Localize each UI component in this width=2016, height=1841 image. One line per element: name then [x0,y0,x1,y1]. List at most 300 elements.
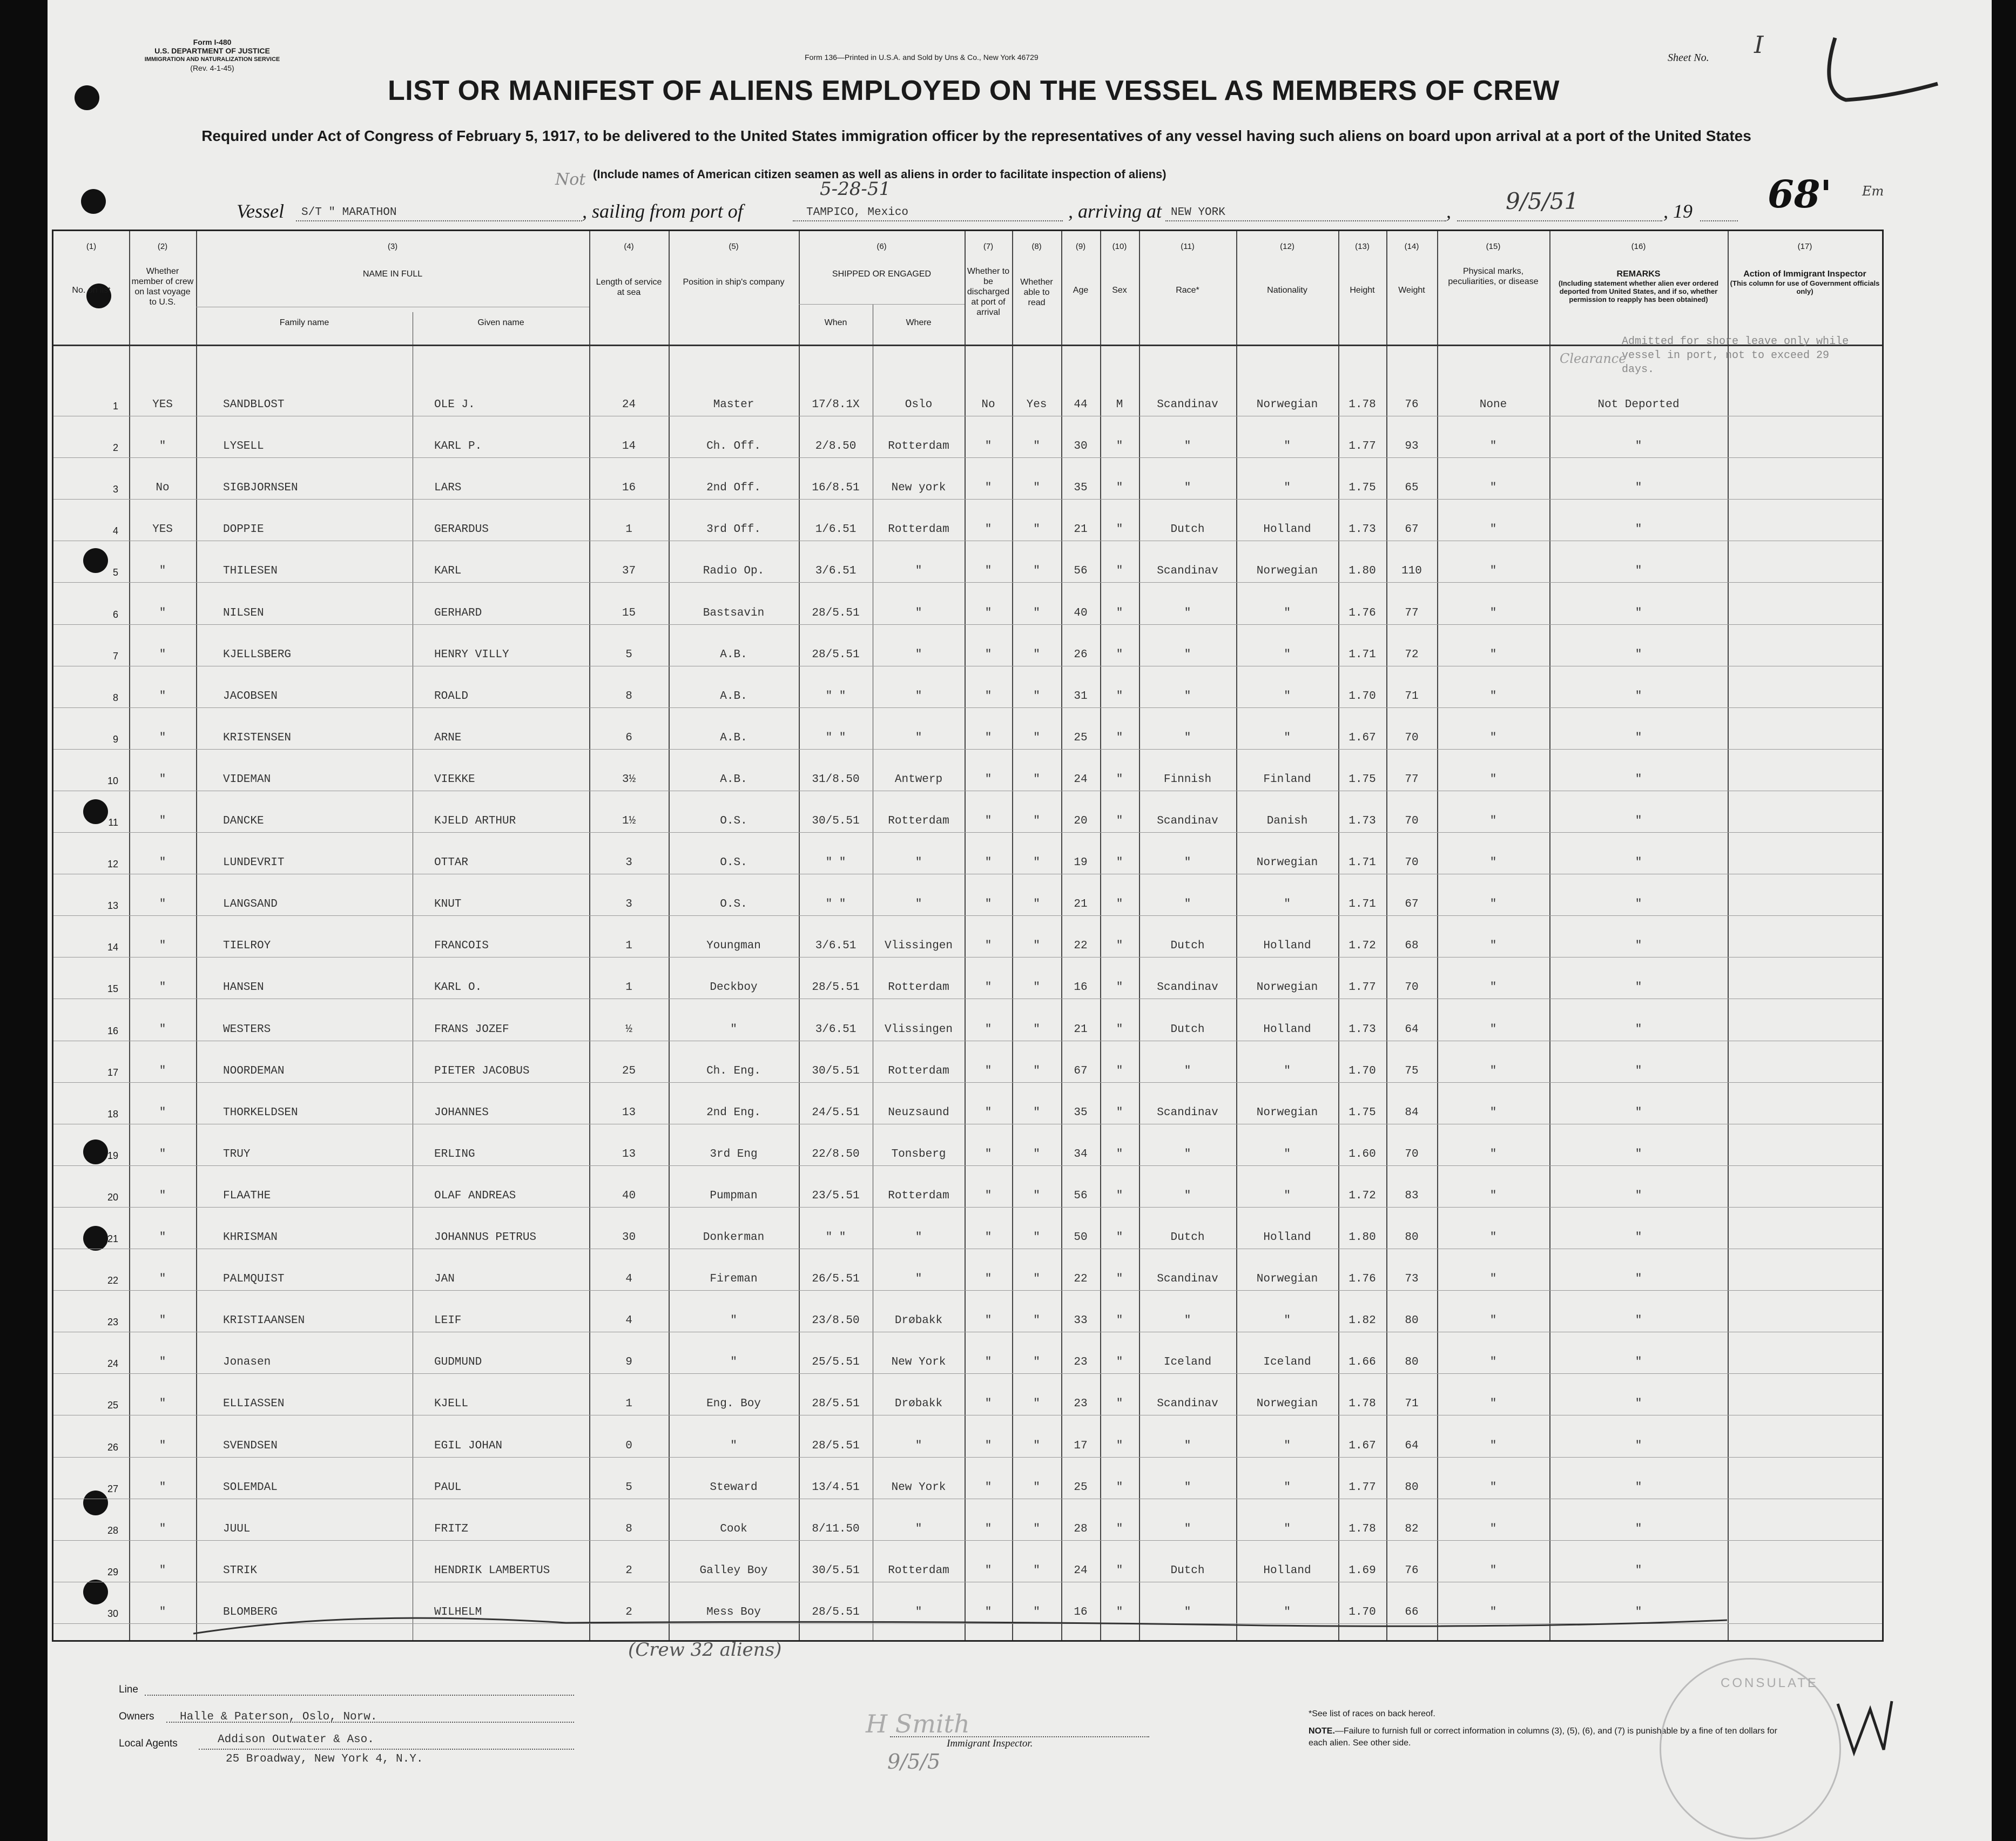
table-cell: " [985,857,992,869]
table-cell: KARL O. [434,981,482,994]
table-cell: KJELD ARTHUR [434,815,516,827]
stamp-text: CONSULATE [1721,1676,1818,1690]
column-header-detail: (Including statement whether alien ever ordered deported from United States, and if so, whether permission to reapply has been obtained) [1558,279,1719,304]
table-cell: Scandinav [1157,1398,1218,1411]
table-cell: 1.60 [1349,1148,1376,1161]
table-cell: 16 [622,482,636,495]
table-cell: 66 [1405,1606,1419,1619]
row-number: 22 [107,1275,118,1286]
table-cell: " [1635,815,1642,827]
table-cell: 71 [1405,690,1419,703]
arriving-port: NEW YORK [1171,206,1225,219]
column-subheader: Where [906,318,932,327]
table-cell: " [1033,1481,1040,1494]
table-cell: " [1184,690,1191,703]
table-cell: " [985,1106,992,1119]
table-cell: LARS [434,482,462,495]
table-cell: " [985,440,992,453]
table-cell: " [1033,690,1040,703]
table-cell: " [1033,1064,1040,1077]
table-cell: " [159,898,166,911]
row-number: 4 [112,525,118,537]
table-cell: DOPPIE [223,523,264,536]
table-cell: " [985,1564,992,1577]
table-cell: 1.75 [1349,1106,1376,1119]
column-number: (10) [1112,242,1127,251]
table-cell: 35 [1074,1106,1088,1119]
table-cell: " [985,1481,992,1494]
column-number: (3) [387,242,398,251]
table-cell: 26/5.51 [812,1273,860,1286]
table-cell: " [1284,1481,1291,1494]
table-cell: Scandinav [1157,981,1218,994]
table-cell: 1.76 [1349,606,1376,619]
line-field [145,1695,574,1696]
table-cell: 50 [1074,1231,1088,1244]
table-cell: " [915,690,922,703]
table-cell: Drøbakk [894,1398,943,1411]
table-cell: 0 [625,1439,632,1452]
table-cell: No [156,482,170,495]
table-cell: 19 [1074,857,1088,869]
table-cell: OLAF ANDREAS [434,1189,516,1202]
row-rule [53,582,1882,583]
table-cell: 80 [1405,1356,1419,1369]
table-cell: 30/5.51 [812,1564,860,1577]
table-cell: 3 [625,898,632,911]
table-cell: " [159,565,166,578]
table-cell: " [1284,606,1291,619]
row-number: 17 [107,1067,118,1078]
table-cell: " [1184,482,1191,495]
table-cell: " [159,1564,166,1577]
row-number: 26 [107,1441,118,1453]
year-prefix: , 19 [1663,200,1693,222]
table-cell: " " [825,731,846,744]
table-cell: Rotterdam [888,1564,949,1577]
table-cell: PIETER JACOBUS [434,1064,530,1077]
table-cell: Norwegian [1256,1273,1318,1286]
column-header: NAME IN FULL [362,269,423,279]
table-cell: Mess Boy [706,1606,761,1619]
table-cell: 67 [1405,523,1419,536]
table-cell: 23/8.50 [812,1314,860,1327]
table-cell: Donkerman [703,1231,765,1244]
table-cell: 5 [625,648,632,661]
table-cell: 73 [1405,1273,1419,1286]
row-rule [53,1540,1882,1541]
row-number: 30 [107,1608,118,1619]
table-cell: " [159,1398,166,1411]
table-cell: 1.70 [1349,690,1376,703]
table-cell: " [1033,1522,1040,1535]
table-cell: " [1033,731,1040,744]
table-cell: " [1116,773,1123,786]
table-cell: LYSELL [223,440,264,453]
sailing-from-label: , sailing from port of [582,200,743,222]
table-cell: " [985,1189,992,1202]
table-cell: 56 [1074,565,1088,578]
table-cell: A.B. [720,731,747,744]
row-rule [53,832,1882,833]
note-text: —Failure to furnish full or correct information in columns (3), (5), (6), and (7) is punishable by a fine of ten dollars for each alien. See other side. [1309,1727,1777,1748]
table-cell: " [1489,815,1497,827]
manifest-sheet [48,0,1992,1841]
table-cell: Dutch [1170,940,1205,953]
table-cell: " [1116,1064,1123,1077]
table-cell: " [985,1273,992,1286]
table-cell: " [1033,940,1040,953]
table-cell: " [1184,1522,1191,1535]
row-rule [53,915,1882,916]
sailing-port: TAMPICO, Mexico [806,206,909,219]
table-cell: " [1184,1314,1191,1327]
column-header: Race* [1176,286,1199,295]
table-cell: 1.72 [1349,1189,1376,1202]
table-cell: " [159,1314,166,1327]
table-cell: " [1489,898,1497,911]
table-cell: " [1184,440,1191,453]
table-cell: KRISTIAANSEN [223,1314,305,1327]
table-cell: ROALD [434,690,469,703]
table-cell: " [1116,1564,1123,1577]
table-cell: " [1635,1481,1642,1494]
table-cell: Galley Boy [699,1564,768,1577]
table-cell: " [985,1314,992,1327]
table-cell: " [1116,815,1123,827]
table-cell: Finnish [1163,773,1212,786]
table-cell: " [1635,440,1642,453]
table-cell: VIDEMAN [223,773,271,786]
table-cell: " [1489,440,1497,453]
table-cell: " " [825,1231,846,1244]
table-cell: KRISTENSEN [223,731,292,744]
table-cell: " [1116,1522,1123,1535]
table-cell: " [1489,1231,1497,1244]
table-cell: 25/5.51 [812,1356,860,1369]
row-rule [53,457,1882,458]
table-cell: 35 [1074,482,1088,495]
table-cell: " [1116,1439,1123,1452]
table-cell: Norwegian [1256,1106,1318,1119]
table-cell: " [1184,857,1191,869]
table-cell: 28/5.51 [812,606,860,619]
arriving-at-label: , arriving at [1068,200,1162,222]
column-header: Physical marks, peculiarities, or disease [1448,267,1539,286]
table-cell: " [1033,857,1040,869]
table-cell: " [985,648,992,661]
table-cell: 30/5.51 [812,815,860,827]
table-cell: Ch. Off. [706,440,761,453]
table-cell: " [985,1398,992,1411]
punch-hole [75,85,99,110]
table-cell: " [1489,1064,1497,1077]
column-header: SHIPPED OR ENGAGED [832,269,932,279]
table-cell: " [159,1064,166,1077]
table-cell: " [1184,1064,1191,1077]
table-cell: 75 [1405,1064,1419,1077]
table-cell: GERHARD [434,606,482,619]
stamp-number: 68' [1768,172,1832,217]
table-cell: 24 [1074,773,1088,786]
service: IMMIGRATION AND NATURALIZATION SERVICE [144,56,280,63]
table-cell: 2nd Off. [706,482,761,495]
row-number: 5 [112,567,118,578]
table-cell: 44 [1074,399,1088,411]
column-header: Sex [1112,286,1127,295]
table-cell: Rotterdam [888,1064,949,1077]
table-cell: 1.71 [1349,857,1376,869]
table-cell: 21 [1074,1023,1088,1036]
handwritten-mark [1813,32,1943,113]
table-cell: Steward [710,1481,758,1494]
table-cell: FLAATHE [223,1189,271,1202]
table-cell: " [1489,565,1497,578]
table-cell: 2nd Eng. [706,1106,761,1119]
race-note: *See list of races on back hereof. [1309,1709,1435,1718]
table-cell: " [1284,1148,1291,1161]
table-cell: " [1489,1398,1497,1411]
table-cell: " [1033,1148,1040,1161]
table-cell: " [159,1481,166,1494]
table-cell: " [159,690,166,703]
table-cell: " [1635,1106,1642,1119]
row-rule [53,1457,1882,1458]
table-cell: 37 [622,565,636,578]
row-rule [53,1207,1882,1208]
table-cell: " [1284,690,1291,703]
table-cell: " [1116,1356,1123,1369]
table-cell: Radio Op. [703,565,765,578]
table-cell: A.B. [720,690,747,703]
table-cell: JAN [434,1273,455,1286]
table-cell: " [1184,898,1191,911]
date-line [1457,220,1662,221]
column-number: (12) [1280,242,1294,251]
column-header: Nationality [1267,286,1307,295]
table-cell: " [159,857,166,869]
table-cell: " [1033,523,1040,536]
arriving-line [1165,220,1446,221]
comma: , [1446,200,1451,222]
table-cell: 3/6.51 [815,1023,857,1036]
table-cell: " [1116,857,1123,869]
table-cell: Fireman [710,1273,758,1286]
column-header: Length of service at sea [596,278,662,297]
table-cell: 24 [1074,1564,1088,1577]
table-cell: KARL [434,565,462,578]
vessel-name: S/T " MARATHON [301,206,397,219]
column-header: Whether to be discharged at port of arrival [967,267,1010,317]
table-cell: Dutch [1170,1023,1205,1036]
row-number: 28 [107,1525,118,1536]
table-cell: " [1033,1231,1040,1244]
table-cell: " [1033,1564,1040,1577]
table-cell: Neuzsaund [888,1106,949,1119]
table-cell: PALMQUIST [223,1273,285,1286]
table-cell: 1.75 [1349,482,1376,495]
table-cell: 70 [1405,1148,1419,1161]
table-cell: " [985,773,992,786]
stamp-note: Em [1862,184,1884,199]
table-cell: 17 [1074,1439,1088,1452]
table-cell: 21 [1074,898,1088,911]
table-cell: " [985,1148,992,1161]
form-number: Form I-480 [193,38,232,46]
column-number: (2) [157,242,168,251]
faint-handwriting: Clearance [1560,351,1627,366]
table-cell: 28/5.51 [812,1439,860,1452]
table-cell: " [159,1606,166,1619]
table-cell: 22 [1074,1273,1088,1286]
table-cell: 20 [1074,815,1088,827]
table-cell: " [1635,731,1642,744]
table-cell: " [915,731,922,744]
table-cell: 22/8.50 [812,1148,860,1161]
table-cell: SOLEMDAL [223,1481,278,1494]
table-cell: " " [825,898,846,911]
table-cell: 80 [1405,1314,1419,1327]
table-cell: 1/6.51 [815,523,857,536]
table-cell: 16 [1074,1606,1088,1619]
table-cell: 70 [1405,731,1419,744]
column-header: Position in ship's company [683,278,785,287]
row-rule [53,499,1882,500]
table-cell: 8 [625,690,632,703]
table-cell: " [1284,440,1291,453]
closing-line [188,1599,1754,1642]
revision: (Rev. 4-1-45) [190,64,234,72]
table-cell: " [1184,1189,1191,1202]
table-cell: " [915,565,922,578]
table-cell: " [1116,565,1123,578]
table-cell: " [985,940,992,953]
table-cell: " [1489,731,1497,744]
table-cell: 1.77 [1349,981,1376,994]
column-number: (7) [983,242,994,251]
table-cell: 1 [625,981,632,994]
table-cell: 64 [1405,1023,1419,1036]
table-cell: " [1489,981,1497,994]
row-number: 12 [107,859,118,870]
column-header: No. on list [72,286,111,295]
table-cell: 28/5.51 [812,1398,860,1411]
table-cell: 67 [1074,1064,1088,1077]
table-cell: A.B. [720,773,747,786]
column-header: Height [1350,286,1375,295]
table-cell: 1.78 [1349,1398,1376,1411]
table-cell: " [1489,1356,1497,1369]
column-header: Whether able to read [1020,278,1053,307]
row-number: 14 [107,942,118,953]
table-cell: 16/8.51 [812,482,860,495]
table-cell: 83 [1405,1189,1419,1202]
table-cell: " [730,1356,737,1369]
table-cell: 1.72 [1349,940,1376,953]
column-subheader: Given name [477,318,524,327]
table-cell: " [1489,1522,1497,1535]
table-cell: " [1184,606,1191,619]
table-cell: ELLIASSEN [223,1398,285,1411]
table-cell: 1.67 [1349,731,1376,744]
table-cell: " [1184,1606,1191,1619]
row-number: 9 [112,733,118,745]
table-cell: " [1284,898,1291,911]
punch-hole [81,189,106,214]
table-cell: " [1033,440,1040,453]
table-cell: 23 [1074,1398,1088,1411]
table-cell: 64 [1405,1439,1419,1452]
table-cell: " [915,857,922,869]
table-cell: " [159,606,166,619]
vessel-label: Vessel [237,200,284,222]
table-cell: " [1489,690,1497,703]
table-cell: " [1635,606,1642,619]
owners-label: Owners [119,1711,154,1722]
table-cell: No [981,399,995,411]
table-cell: O.S. [720,857,747,869]
table-cell: " [1635,1564,1642,1577]
table-cell: " [1635,1522,1642,1535]
row-rule [53,1165,1882,1166]
table-cell: " [730,1439,737,1452]
consulate-stamp [1660,1658,1841,1839]
table-cell: 13/4.51 [812,1481,860,1494]
column-number: (6) [876,242,887,251]
table-cell: " [1489,1606,1497,1619]
table-cell: 1.82 [1349,1314,1376,1327]
row-rule [53,624,1882,625]
table-cell: Youngman [706,940,761,953]
table-cell: " [159,1106,166,1119]
table-cell: 40 [1074,606,1088,619]
table-cell: Yes [1026,399,1047,411]
table-cell: Scandinav [1157,815,1218,827]
table-cell: " [1116,1148,1123,1161]
table-cell: " [1489,1148,1497,1161]
table-cell: " [1284,1522,1291,1535]
table-cell: 1.66 [1349,1356,1376,1369]
table-cell: Rotterdam [888,440,949,453]
table-cell: Dutch [1170,523,1205,536]
table-cell: WESTERS [223,1023,271,1036]
table-cell: " [1184,648,1191,661]
table-cell: " [1489,482,1497,495]
table-cell: " [1489,1106,1497,1119]
table-cell: A.B. [720,648,747,661]
column-number: (4) [624,242,634,251]
table-cell: None [1479,399,1507,411]
table-cell: OTTAR [434,857,469,869]
table-cell: " [1635,981,1642,994]
table-cell: " [1635,565,1642,578]
row-rule [53,1373,1882,1374]
row-number: 20 [107,1191,118,1203]
table-cell: " [985,606,992,619]
table-cell: " [1033,482,1040,495]
form-identifier [139,38,285,72]
table-cell: " [1635,1314,1642,1327]
table-cell: " [730,1023,737,1036]
table-cell: " [1033,1439,1040,1452]
table-cell: 17/8.1X [812,399,860,411]
table-cell: " [985,1606,992,1619]
table-cell: " [1635,1606,1642,1619]
column-header-title: Action of Immigrant Inspector [1743,269,1866,279]
table-cell: " [730,1314,737,1327]
table-cell: Holland [1263,940,1311,953]
table-cell: " [1489,940,1497,953]
